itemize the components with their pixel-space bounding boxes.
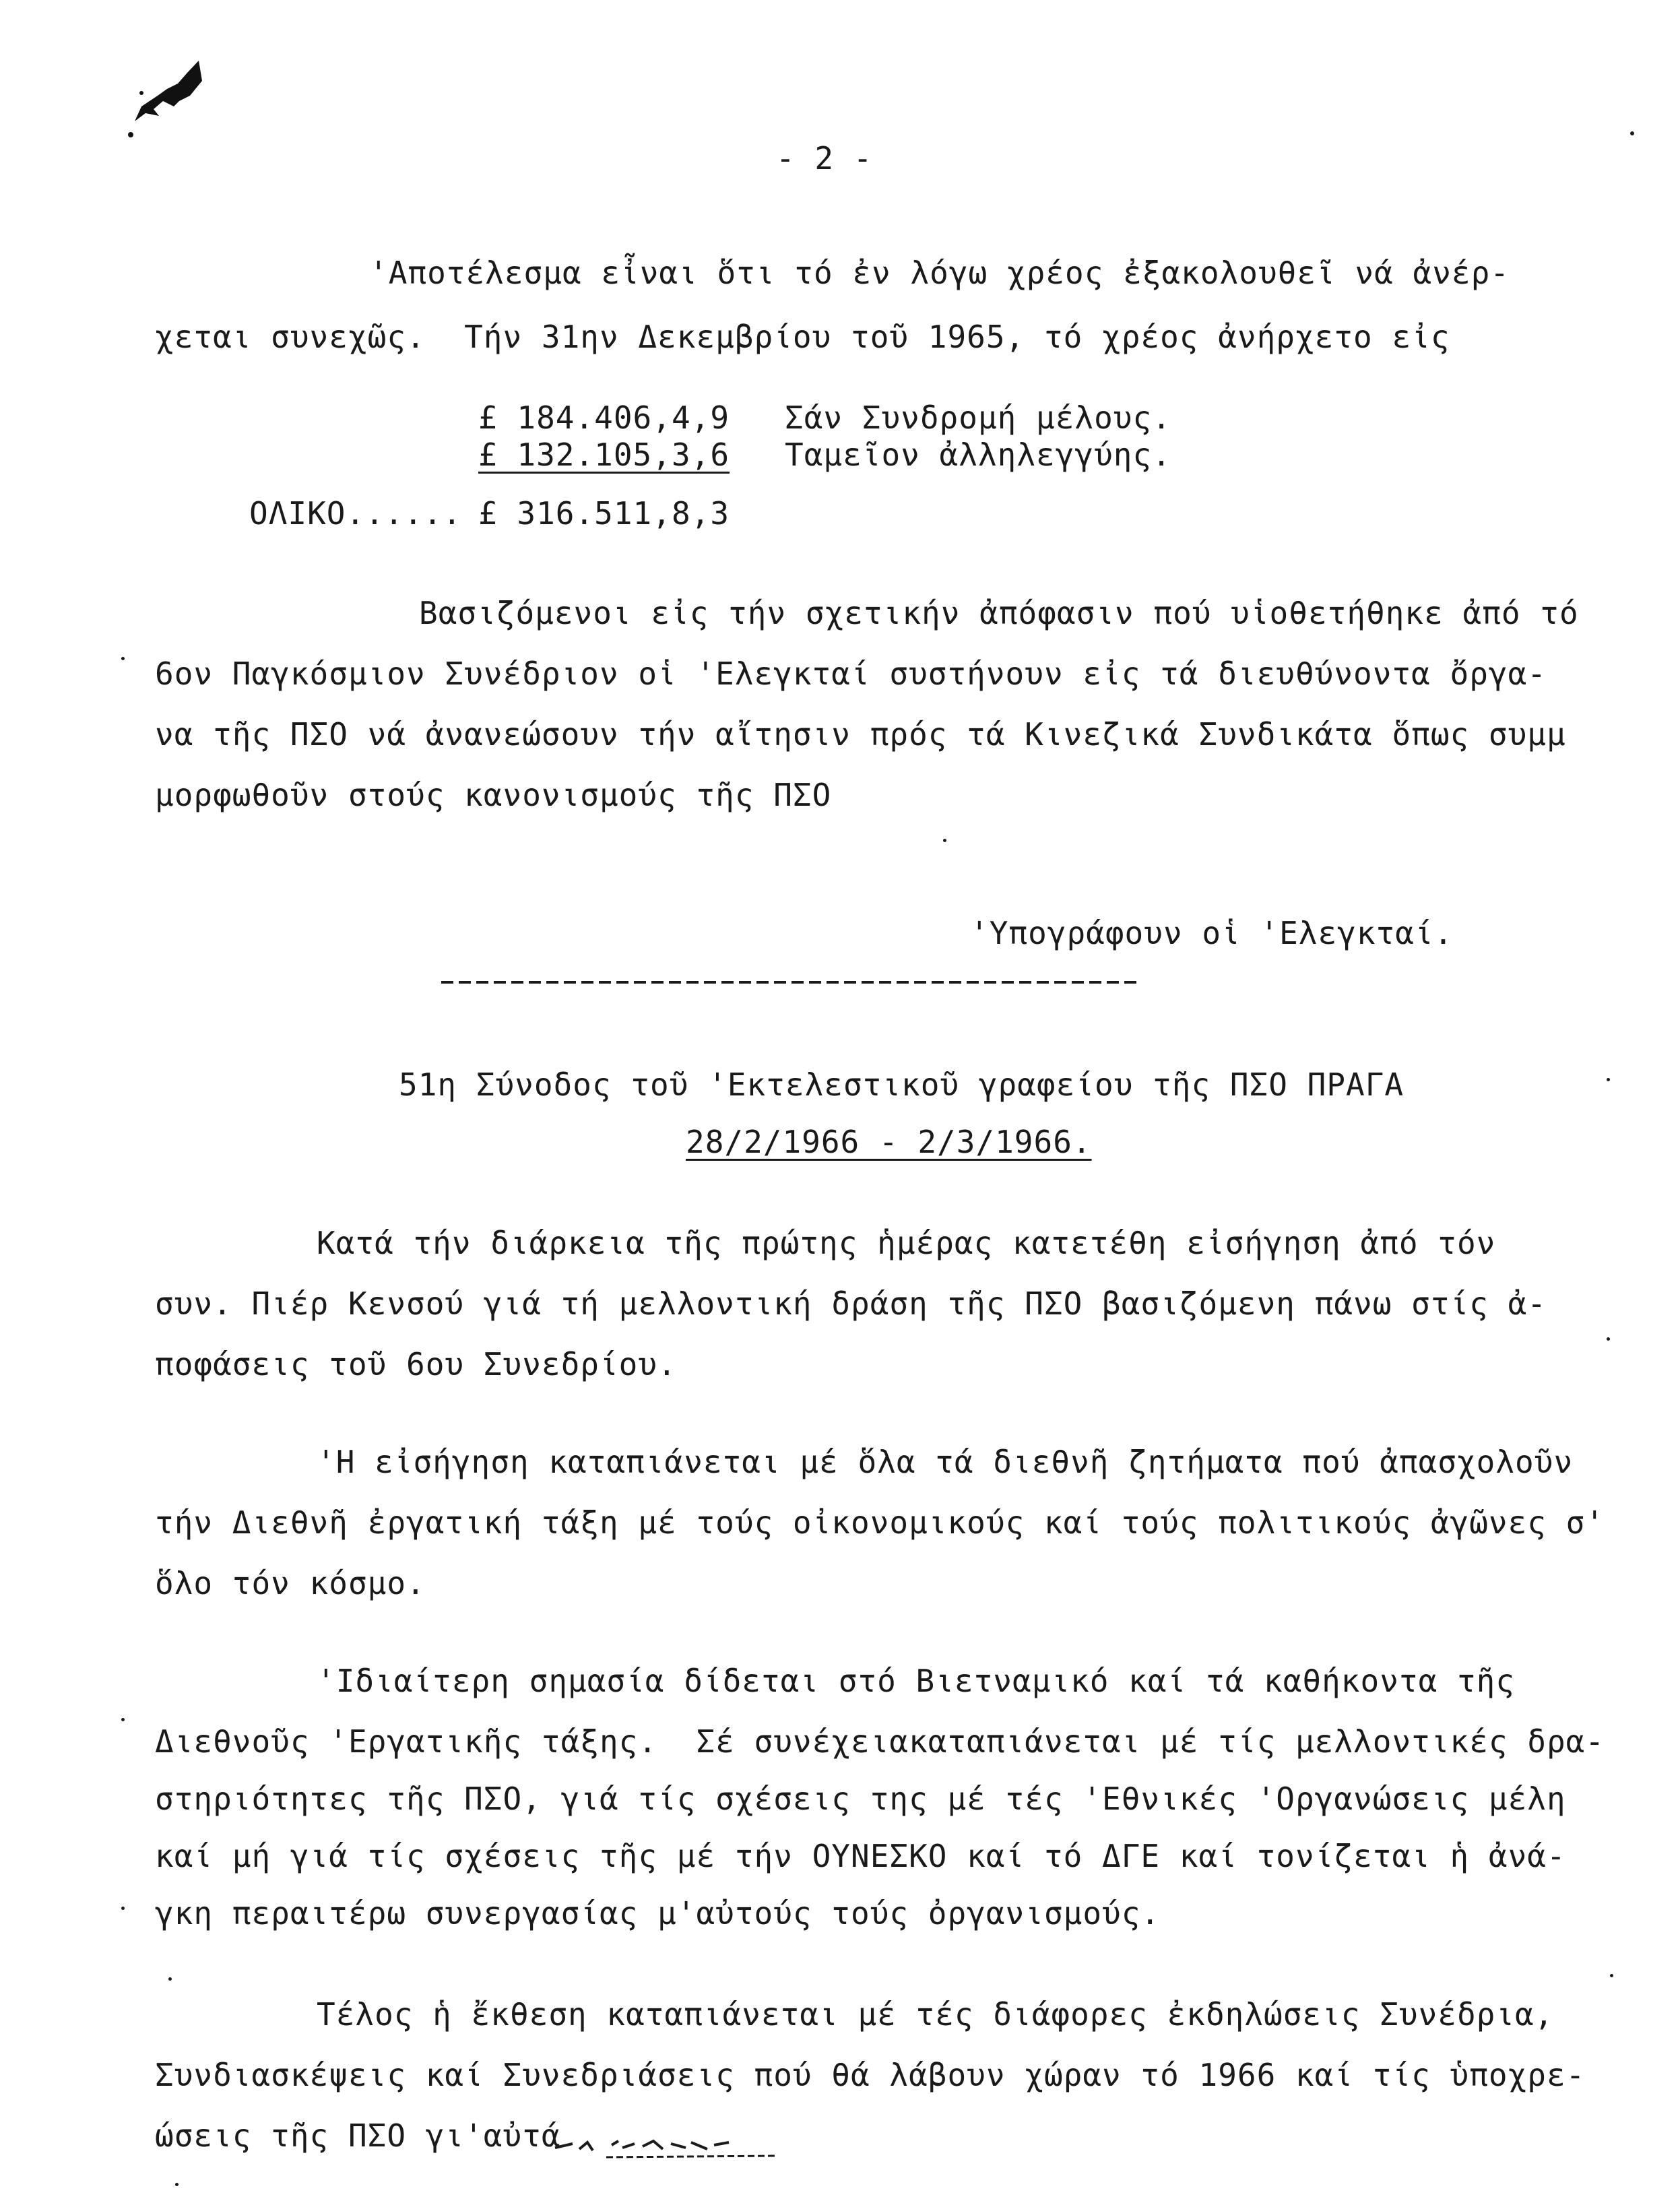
paragraph-line: 6ον Παγκόσμιον Συνέδριον οἱ 'Ελεγκταί συστήνουν εἰς τά διευθύνοντα ὄργα- (155, 656, 1547, 692)
page-number: - 2 - (776, 140, 873, 177)
paragraph-line: συν. Πιέρ Κενσού γιά τή μελλοντική δράση τῆς ΠΣΟ βασιζόμενη πάνω στίς ἀ- (155, 1285, 1547, 1322)
section-heading: 51η Σύνοδος τοῦ 'Εκτελεστικοῦ γραφείου τῆς ΠΣΟ ΠΡΑΓΑ (399, 1066, 1404, 1103)
paragraph-line: να τῆς ΠΣΟ νά ἀνανεώσουν τήν αἴτησιν πρός τά Κινεζικά Συνδικάτα ὅπως συμμ (155, 716, 1566, 753)
paragraph-line: 'Ιδιαίτερη σημασία δίδεται στό Βιετναμικό καί τά καθήκοντα τῆς (317, 1663, 1516, 1699)
paragraph-line: γκη περαιτέρω συνεργασίας μ'αὐτούς τούς ὀργανισμούς. (155, 1895, 1161, 1931)
paragraph-line: τήν Διεθνῆ ἐργατική τάξη μέ τούς οἰκονομικούς καί τούς πολιτικούς ἀγῶνες σ' (155, 1504, 1605, 1541)
paragraph-line: μορφωθοῦν στούς κανονισμούς τῆς ΠΣΟ (155, 777, 832, 813)
ink-blot-mark (115, 54, 209, 148)
smudged-text-mark (552, 2130, 795, 2164)
paragraph-line: Κατά τήν διάρκεια τῆς πρώτης ἡμέρας κατετέθη εἰσήγηση ἀπό τόν (317, 1225, 1496, 1261)
scan-speck (121, 657, 125, 660)
signature-line: 'Υπογράφουν οἱ 'Ελεγκταί. (970, 915, 1454, 951)
paragraph-line: Διεθνοῦς 'Εργατικῆς τάξης. Σέ συνέχειακαταπιάνεται μέ τίς μελλοντικές δρα- (155, 1723, 1605, 1760)
scan-speck (1630, 131, 1634, 135)
scan-speck (1607, 1078, 1610, 1081)
scan-speck (121, 1907, 125, 1910)
section-dates: 28/2/1966 - 2/3/1966. (686, 1124, 1092, 1160)
paragraph-line: ώσεις τῆς ΠΣΟ γι'αὐτά (155, 2117, 561, 2154)
paragraph-line: 'Η εἰσήγηση καταπιάνεται μέ ὅλα τά διεθνῆ ζητήματα πού ἀπασχολοῦν (317, 1444, 1574, 1480)
paragraph-line: καί μή γιά τίς σχέσεις τῆς μέ τήν ΟΥΝΕΣΚΟ καί τό ΔΓΕ καί τονίζεται ἡ ἀνά- (155, 1838, 1566, 1874)
paragraph-line: Τέλος ἡ ἔκθεση καταπιάνεται μέ τές διάφορες ἐκδηλώσεις Συνέδρια, (317, 1996, 1554, 2033)
scan-speck (121, 1718, 125, 1721)
paragraph-line: χεται συνεχῶς. Τήν 31ην Δεκεμβρίου τοῦ 1965, τό χρέος ἀνήρχετο εἰς (155, 319, 1450, 355)
scan-speck (175, 2183, 179, 2186)
paragraph-line: 'Αποτέλεσμα εἶναι ὅτι τό ἐν λόγω χρέος ἐξακολουθεῖ νά ἀνέρ- (369, 255, 1510, 291)
scan-speck (1607, 1337, 1610, 1341)
paragraph-line: Βασιζόμενοι εἰς τήν σχετικήν ἀπόφασιν πού υἱοθετήθηκε ἀπό τό (419, 595, 1579, 631)
paragraph-line: ποφάσεις τοῦ 6ου Συνεδρίου. (155, 1346, 677, 1382)
section-separator (441, 977, 1142, 988)
debt-amount: £ 184.406,4,9 (478, 400, 730, 436)
paragraph-line: ὅλο τόν κόσμο. (155, 1565, 426, 1601)
debt-amount: £ 132.105,3,6 (478, 437, 730, 473)
scan-speck (1610, 1974, 1613, 1977)
debt-label: Σάν Συνδρομή μέλους. (785, 400, 1171, 436)
scan-speck (168, 1977, 172, 1981)
paragraph-line: στηριότητες τῆς ΠΣΟ, γιά τίς σχέσεις της μέ τές 'Εθνικές 'Οργανώσεις μέλη (155, 1781, 1566, 1817)
total-amount: £ 316.511,8,3 (478, 495, 730, 532)
total-label: ΟΛΙΚΟ...... (249, 495, 462, 532)
debt-label: Ταμεῖον ἀλληλεγγύης. (785, 437, 1171, 473)
scan-speck (943, 839, 946, 842)
paragraph-line: Συνδιασκέψεις καί Συνεδριάσεις πού θά λάβουν χώραν τό 1966 καί τίς ὑποχρε- (155, 2057, 1586, 2093)
